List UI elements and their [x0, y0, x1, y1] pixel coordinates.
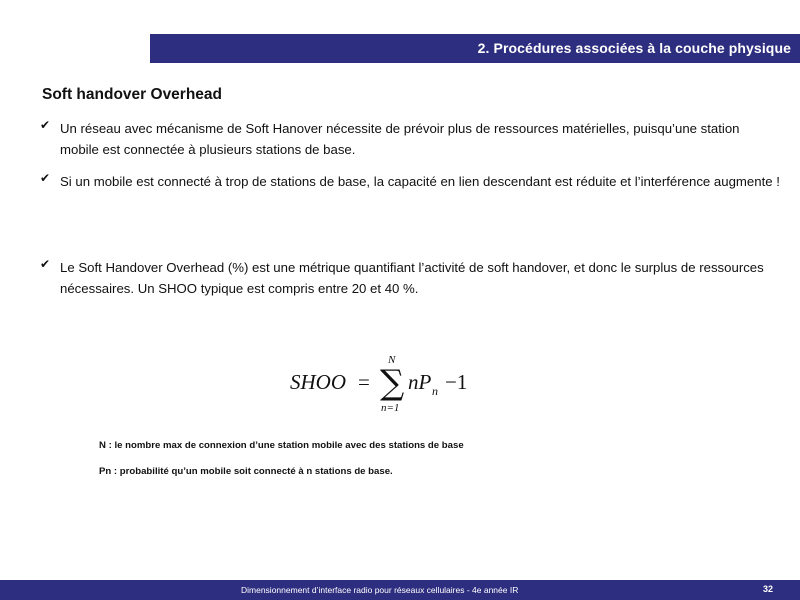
sum-lower-limit: n=1 — [381, 402, 400, 414]
footer-text: Dimensionnement d’interface radio pour réseaux cellulaires - 4e année IR — [241, 585, 519, 595]
formula-minus-one: −1 — [445, 370, 468, 394]
sum-upper-limit: N — [388, 354, 396, 366]
bullet-text: Le Soft Handover Overhead (%) est une métrique quantifiant l’activité de soft handover, et donc le surplus de ressources nécessaires. Un SHOO typique est compris entre 20 et 40 %. — [60, 260, 764, 296]
section-title: 2. Procédures associées à la couche physique — [477, 40, 791, 56]
note-pn: Pn : probabilité qu’un mobile soit connecté à n stations de base. — [99, 466, 393, 477]
shoo-formula — [288, 352, 488, 422]
header-bar — [150, 34, 800, 63]
checkmark-icon: ✔ — [40, 171, 51, 185]
page-number: 32 — [763, 584, 774, 594]
bullet-text: Si un mobile est connecté à trop de stations de base, la capacité en lien descendant est réduite et l’interférence augmente ! — [60, 174, 780, 189]
checkmark-icon: ✔ — [40, 257, 51, 271]
formula-lhs: SHOO — [290, 370, 346, 394]
bullet-text: Un réseau avec mécanisme de Soft Hanover nécessite de prévoir plus de ressources matérielles, puisqu’une station mobile est connectée à plusieurs stations de base. — [60, 121, 740, 157]
formula-term: nP — [408, 370, 432, 394]
slide-title: Soft handover Overhead — [42, 86, 223, 103]
sum-icon: ∑ — [380, 363, 405, 403]
note-n: N : le nombre max de connexion d’une station mobile avec des stations de base — [99, 440, 464, 451]
formula-equals: = — [358, 370, 370, 394]
formula-subscript: n — [432, 384, 438, 398]
checkmark-icon: ✔ — [40, 118, 51, 132]
footer-bar — [0, 580, 800, 600]
